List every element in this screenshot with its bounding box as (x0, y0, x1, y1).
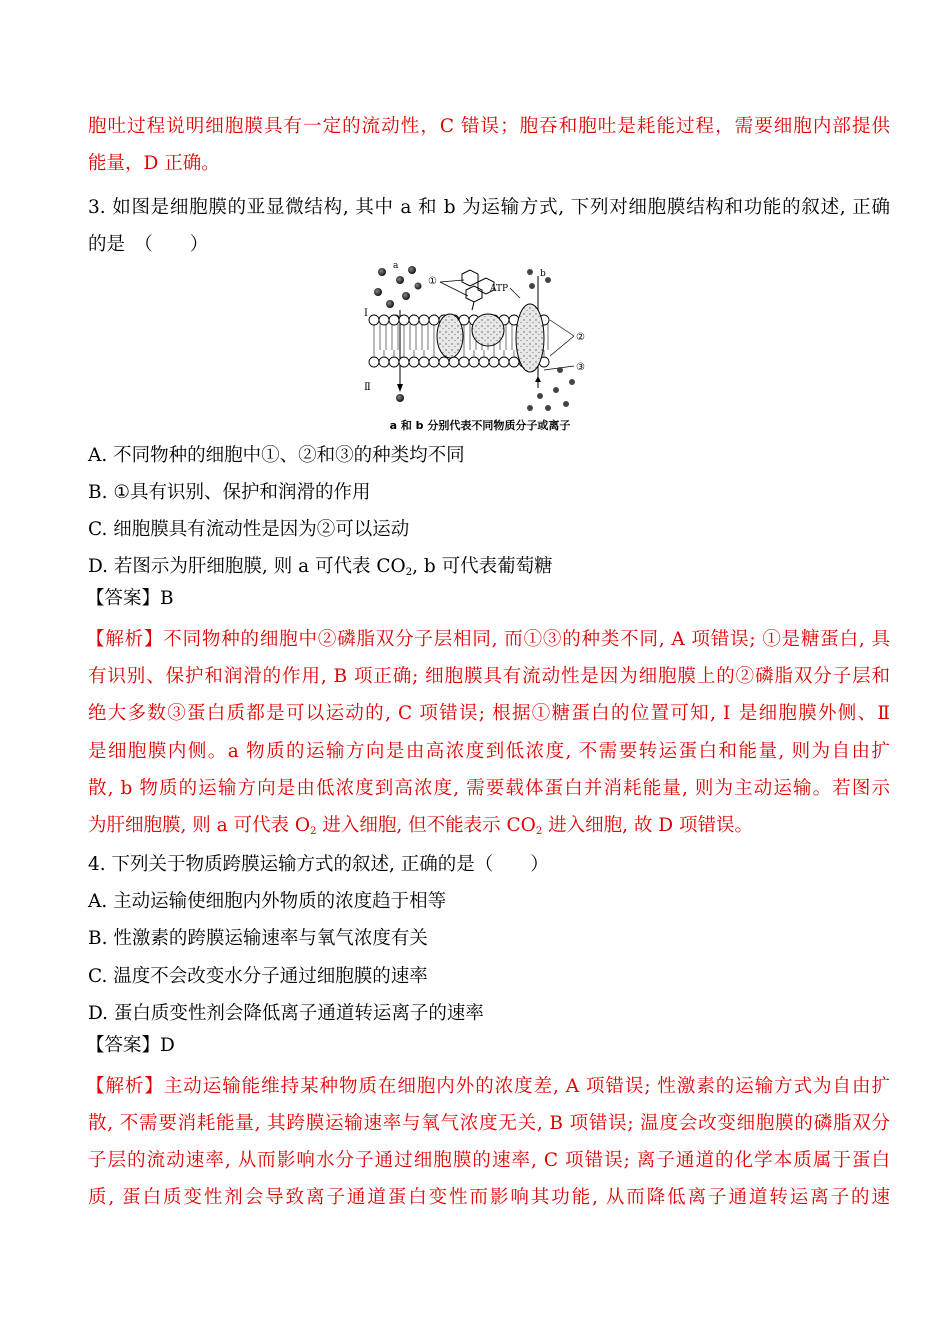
option-b: B. 性激素的跨膜运输速率与氧气浓度有关 (88, 928, 428, 949)
question-4-stem: 4. 下列关于物质跨膜运输方式的叙述, 正确的是（ ） (88, 854, 549, 875)
label-II: Ⅱ (364, 382, 371, 393)
analysis-3-line: 有识别、保护和润滑的作用, B 项正确; 细胞膜具有流动性是因为细胞膜上的②磷脂双分子层和 (88, 666, 890, 687)
option-a: A. 主动运输使细胞内外物质的浓度趋于相等 (88, 891, 447, 912)
option-a: A. 不同物种的细胞中①、②和③的种类均不同 (88, 445, 465, 466)
label-3: ③ (576, 362, 585, 373)
analysis-4-line: 子层的流动速率, 从而影响水分子通过细胞膜的速率, C 项错误; 离子通道的化学本质属于蛋白 (88, 1150, 890, 1171)
analysis-3-line: 绝大多数③蛋白质都是可以运动的, C 项错误; 根据①糖蛋白的位置可知, Ⅰ 是细胞膜外侧、Ⅱ (88, 703, 890, 724)
answer-4: 【答案】D (86, 1035, 175, 1056)
analysis-3-line: 散, b 物质的运输方向是由低浓度到高浓度, 需要载体蛋白并消耗能量, 则为主动运输。若图示 (88, 778, 890, 799)
label-b: b (540, 269, 546, 279)
option-c: C. 温度不会改变水分子通过细胞膜的速率 (88, 966, 428, 987)
analysis-3-line: 为肝细胞膜, 则 a 可代表 $O_2$ 进入细胞, 但不能表示 $CO_2$ 进入细胞, 故 D 项错误。 (88, 815, 753, 837)
membrane-svg (360, 258, 600, 418)
explanation-line: 胞吐过程说明细胞膜具有一定的流动性，C 错误；胞吞和胞吐是耗能过程，需要细胞内部提供 (88, 116, 890, 137)
label-a: a (393, 261, 399, 271)
figure-caption: a 和 b 分别代表不同物质分子或离子 (389, 419, 571, 432)
option-b: B. ①具有识别、保护和润滑的作用 (88, 482, 371, 503)
question-3-stem-cont: 的是 （ ） (88, 234, 209, 255)
answer-3: 【答案】B (86, 588, 174, 609)
label-2: ② (576, 332, 585, 343)
analysis-4-line: 质, 蛋白质变性剂会导致离子通道蛋白变性而影响其功能, 从而降低离子通道转运离子的速 (88, 1187, 890, 1208)
analysis-3-line: 【解析】不同物种的细胞中②磷脂双分子层相同, 而①③的种类不同, A 项错误; ①是糖蛋白, 具 (86, 629, 890, 650)
analysis-4-line: 【解析】主动运输能维持某种物质在细胞内外的浓度差, A 项错误; 性激素的运输方式为自由扩 (86, 1076, 890, 1097)
option-c: C. 细胞膜具有流动性是因为②可以运动 (88, 519, 410, 540)
label-atp: ATP (490, 284, 509, 294)
label-1: ① (428, 276, 437, 287)
analysis-3-line: 是细胞膜内侧。a 物质的运输方向是由高浓度到低浓度, 不需要转运蛋白和能量, 则为自由扩 (88, 741, 890, 762)
molecules-a-outside (374, 266, 422, 322)
option-d: D. 蛋白质变性剂会降低离子通道转运离子的速率 (88, 1003, 484, 1024)
molecules-inside (396, 367, 575, 411)
explanation-line: 能量，D 正确。 (88, 153, 220, 174)
molecules-b-outside (527, 269, 551, 289)
cell-membrane-diagram (360, 258, 600, 433)
option-d: D. 若图示为肝细胞膜, 则 a 可代表 $CO_2$, b 可代表葡萄糖 (88, 556, 553, 578)
analysis-4-line: 散, 不需要消耗能量, 其跨膜运输速率与氧气浓度无关, B 项错误; 温度会改变细胞膜的磷脂双分 (88, 1113, 890, 1134)
question-3-stem: 3. 如图是细胞膜的亚显微结构, 其中 a 和 b 为运输方式, 下列对细胞膜结构和功能的叙述, 正确 (88, 197, 890, 218)
label-I: Ⅰ (364, 308, 368, 319)
